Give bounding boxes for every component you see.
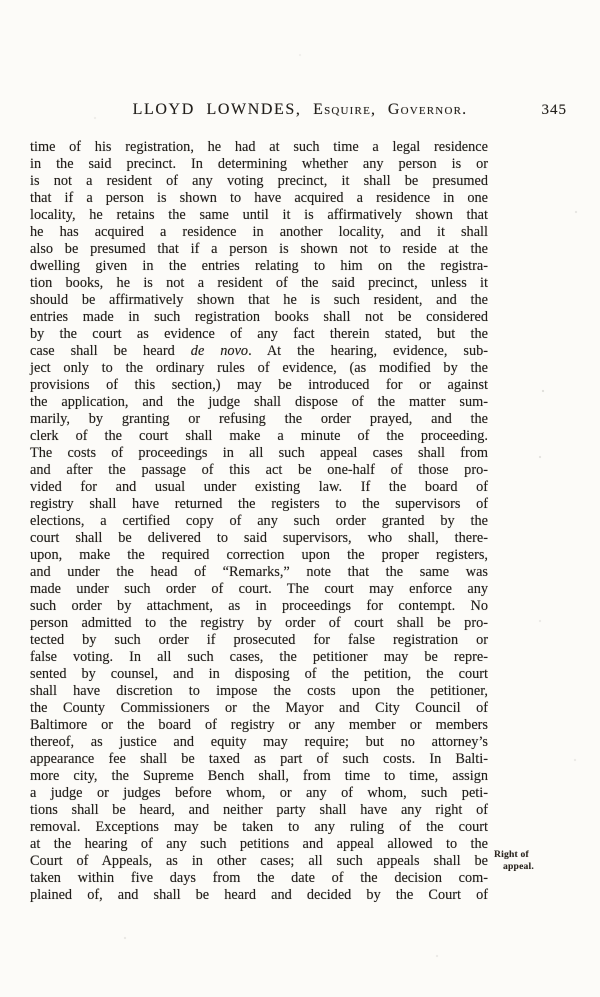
page-title: [0, 101, 600, 119]
text-line: sented by counsel, and in disposing of the petition, the court: [30, 666, 488, 682]
text-line: case shall be heard de novo. At the hearing, evidence, sub-: [30, 343, 488, 359]
text-line: by the court as evidence of any fact therein stated, but the: [30, 326, 488, 342]
text-line: entries made in such registration books shall not be considered: [30, 309, 488, 325]
body-text: [30, 139, 488, 904]
margin-note-line: appeal.: [503, 860, 534, 872]
text-line: time of his registration, he had at such time a legal residence: [30, 139, 488, 155]
text-line: elections, a certified copy of any such order granted by the: [30, 513, 488, 529]
header-governor-title: Governor.: [387, 101, 468, 118]
text-line: at the hearing of any such petitions and appeal allowed to the: [30, 836, 488, 852]
text-line: ject only to the ordinary rules of evidence, (as modified by the: [30, 360, 488, 376]
running-header: [0, 101, 600, 123]
text-line: such order by attachment, as in proceedings for contempt. No: [30, 598, 488, 614]
text-line: upon, make the required correction upon the proper registers,: [30, 547, 488, 563]
text-line: locality, he retains the same until it is affirmatively shown that: [30, 207, 488, 223]
text-line: he has acquired a residence in another locality, and it shall: [30, 224, 488, 240]
text-line: also be presumed that if a person is shown not to reside at the: [30, 241, 488, 257]
text-line: court shall be delivered to said supervisors, who shall, there-: [30, 530, 488, 546]
text-line: removal. Exceptions may be taken to any ruling of the court: [30, 819, 488, 835]
text-line: provisions of this section,) may be introduced for or against: [30, 377, 488, 393]
text-line: that if a person is shown to have acquired a residence in one: [30, 190, 488, 206]
text-line: Baltimore or the board of registry or any member or members: [30, 717, 488, 733]
header-governor-name: LLOYD LOWNDES,: [132, 101, 302, 118]
text-line: marily, by granting or refusing the order prayed, and the: [30, 411, 488, 427]
text-line: a judge or judges before whom, or any of whom, such peti-: [30, 785, 488, 801]
text-line: the County Commissioners or the Mayor and City Council of: [30, 700, 488, 716]
text-line: should be affirmatively shown that he is such resident, and the: [30, 292, 488, 308]
text-line: plained of, and shall be heard and decided by the Court of: [30, 887, 488, 903]
text-line: registry shall have returned the registers to the supervisors of: [30, 496, 488, 512]
text-line: Court of Appeals, as in other cases; all such appeals shall be: [30, 853, 488, 869]
margin-note: [494, 849, 570, 872]
text-line: clerk of the court shall make a minute of the proceeding.: [30, 428, 488, 444]
text-line: is not a resident of any voting precinct, it shall be presumed: [30, 173, 488, 189]
text-line: and under the head of “Remarks,” note that the same was: [30, 564, 488, 580]
text-line: made under such order of court. The court may enforce any: [30, 581, 488, 597]
page-number: 345: [541, 102, 567, 118]
text-line: person admitted to the registry by order of court shall be pro-: [30, 615, 488, 631]
text-line: tected by such order if prosecuted for false registration or: [30, 632, 488, 648]
text-line: false voting. In all such cases, the petitioner may be repre-: [30, 649, 488, 665]
text-line: tions shall be heard, and neither party shall have any right of: [30, 802, 488, 818]
text-line: appearance fee shall be taxed as part of such costs. In Balti-: [30, 751, 488, 767]
text-line: shall have discretion to impose the costs upon the petitioner,: [30, 683, 488, 699]
header-esquire: Esquire,: [313, 101, 377, 118]
margin-note-line: Right of: [494, 849, 529, 860]
text-line: taken within five days from the date of the decision com-: [30, 870, 488, 886]
text-line: dwelling given in the entries relating to him on the registra-: [30, 258, 488, 274]
text-line: thereof, as justice and equity may require; but no attorney’s: [30, 734, 488, 750]
text-line: tion books, he is not a resident of the said precinct, unless it: [30, 275, 488, 291]
text-line: more city, the Supreme Bench shall, from time to time, assign: [30, 768, 488, 784]
text-line: The costs of proceedings in all such appeal cases shall from: [30, 445, 488, 461]
text-line: the application, and the judge shall dispose of the matter sum-: [30, 394, 488, 410]
text-line: and after the passage of this act be one-half of those pro-: [30, 462, 488, 478]
text-line: vided for and usual under existing law. If the board of: [30, 479, 488, 495]
text-line: in the said precinct. In determining whether any person is or: [30, 156, 488, 172]
